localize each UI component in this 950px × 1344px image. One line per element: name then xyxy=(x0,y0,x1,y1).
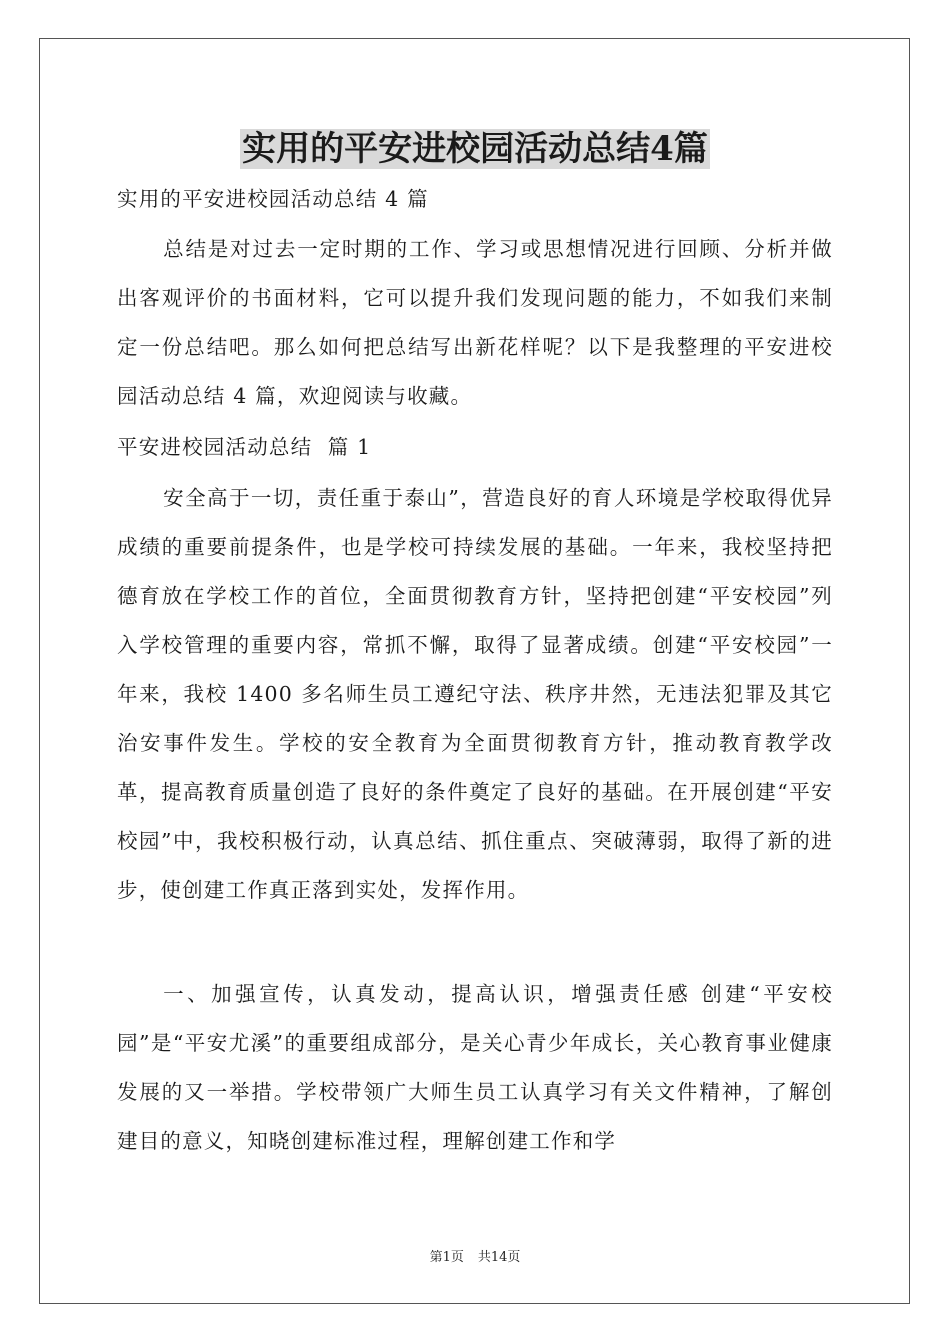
page-number: 第1页 xyxy=(429,1250,464,1265)
paragraph-2: 一、加强宣传，认真发动，提高认识，增强责任感 创建“平安校园”是“平安尤溪”的重要组成部分，是关心青少年成长，关心教育事业健康发展的又一举措。学校带领广大师生员工认真学习有关文件精神，了解创建目的意义，知晓创建标准过程，理解创建工作和学 xyxy=(117,982,833,1153)
page-total: 共14页 xyxy=(477,1250,521,1265)
section-heading: 平安进校园活动总结 篇 1 xyxy=(117,435,372,459)
document-title xyxy=(0,124,950,174)
paragraph-1: 安全高于一切，责任重于泰山”，营造良好的育人环境是学校取得优异成绩的重要前提条件，也是学校可持续发展的基础。一年来，我校坚持把德育放在学校工作的首位，全面贯彻教育方针，坚持把创建“平安校园”列入学校管理的重要内容，常抓不懈，取得了显著成绩。创建“平安校园”一年来，我校 1400 多名师生员工遵纪守法、秩序井然，无违法犯罪及其它治安事件发生。学校的安全教育为全面贯彻教育方针，推动教育教学改革，提高教育质量创造了良好的条件奠定了良好的基础。在开展创建“平安校园”中，我校积极行动，认真总结、抓住重点、突破薄弱，取得了新的进步，使创建工作真正落到实处，发挥作用。 xyxy=(117,486,833,902)
document-title-text: 实用的平安进校园活动总结4篇 xyxy=(242,129,708,169)
page-footer xyxy=(0,1248,950,1268)
document-subtitle: 实用的平安进校园活动总结 4 篇 xyxy=(117,187,429,211)
intro-paragraph: 总结是对过去一定时期的工作、学习或思想情况进行回顾、分析并做出客观评价的书面材料，它可以提升我们发现问题的能力，不如我们来制定一份总结吧。那么如何把总结写出新花样呢？以下是我整理的平安进校园活动总结 4 篇，欢迎阅读与收藏。 xyxy=(117,237,833,408)
